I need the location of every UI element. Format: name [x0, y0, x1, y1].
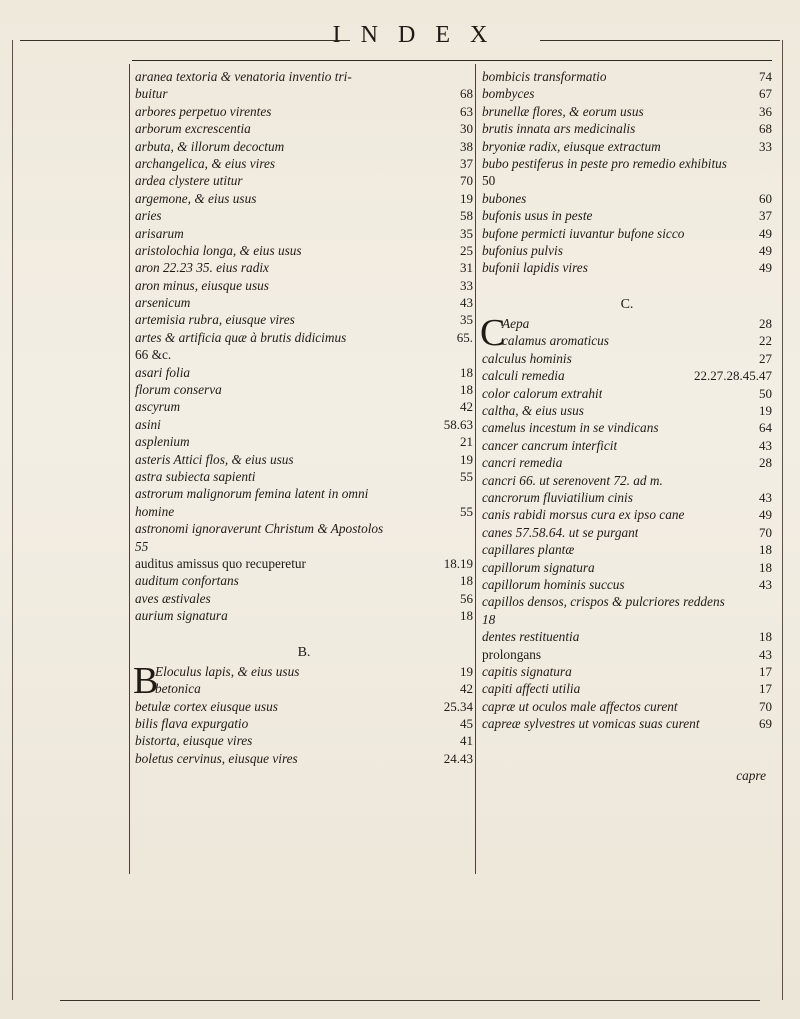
index-entry: caltha, & eius usus 19: [482, 403, 772, 419]
index-entry: brutis innata ars medicinalis 68: [482, 121, 772, 137]
index-entry: buitur 68: [135, 86, 473, 102]
index-entry: archangelica, & eius vires 37: [135, 155, 473, 171]
index-entry: bombyces 67: [482, 86, 772, 102]
index-entry: aves æstivales 56: [135, 590, 473, 606]
right-column: [482, 68, 772, 785]
index-entry: artemisia rubra, eiusque vires 35: [135, 312, 473, 328]
index-entry: [482, 750, 772, 767]
index-entry: bufone permicti iuvantur bufone sicco 49: [482, 225, 772, 241]
index-entry: canis rabidi morsus cura ex ipso cane 49: [482, 507, 772, 523]
drop-cap-c: C: [480, 312, 506, 355]
index-entry-continuation: 50: [482, 173, 496, 189]
index-entry: cancri remedia 28: [482, 455, 772, 471]
page-header: INDEX: [332, 22, 508, 48]
index-entry: aurium signatura 18: [135, 608, 473, 624]
index-entry: B Eloculus lapis, & eius usus 19: [133, 659, 473, 702]
index-entry: capillos densos, crispos & pulcriores reddens: [482, 594, 725, 610]
index-entry: asini 58.63: [135, 416, 473, 432]
index-entry: calculus hominis 27: [482, 350, 772, 366]
index-entry: asplenium 21: [135, 434, 473, 450]
index-entry: bubo pestiferus in peste pro remedio exhibitus: [482, 155, 727, 171]
index-entry: bombicis transformatio 74: [482, 69, 772, 84]
index-entry: auditum confortans 18: [135, 573, 473, 589]
index-entry: capillares plantæ 18: [482, 542, 772, 558]
left-column: [135, 68, 473, 767]
index-entry: color calorum extrahit 50: [482, 385, 772, 401]
index-entry: arbuta, & illorum decoctum 38: [135, 138, 473, 154]
index-entry: bufonius pulvis 49: [482, 242, 772, 258]
index-entry: ascyrum 42: [135, 399, 473, 415]
section-letter-b: B.: [297, 644, 311, 660]
bottom-rule: [60, 1000, 760, 1001]
index-entry: bryoniæ radix, eiusque extractum 33: [482, 138, 772, 154]
index-entry: calculi remedia 22.27.28.45.47: [482, 368, 772, 384]
index-entry: astra subiecta sapienti 55: [135, 468, 473, 484]
index-entry: bufonii lapidis vires 49: [482, 260, 772, 276]
index-entry: bilis flava expurgatio 45: [135, 716, 473, 732]
index-entry: florum conserva 18: [135, 382, 473, 398]
index-entry: capræ ut oculos male affectos curent 70: [482, 698, 772, 714]
index-entry: arsenicum 43: [135, 295, 473, 311]
index-entry: 55: [135, 538, 149, 554]
index-entry: capitis signatura 17: [482, 663, 772, 679]
index-entry-continuation: prolongans 43: [482, 646, 772, 662]
column-rule-middle: [475, 64, 476, 874]
index-entry: C Aepa 28: [480, 312, 772, 355]
header-rule: [132, 60, 772, 61]
index-entry: boletus cervinus, eiusque vires 24.43: [135, 750, 473, 766]
index-entry: asteris Attici flos, & eius usus 19: [135, 451, 473, 467]
index-entry: homine 55: [135, 503, 473, 519]
index-entry: capreæ sylvestres ut vomicas suas curent 69: [482, 716, 772, 732]
index-entry: [135, 625, 473, 642]
index-entry: 18: [482, 611, 496, 627]
index-entry: ardea clystere utitur 70: [135, 173, 473, 189]
index-entry: aristolochia longa, & eius usus 25: [135, 242, 473, 258]
index-entry: aron 22.23 35. eius radix 31: [135, 260, 473, 276]
index-entry: bubones 60: [482, 190, 772, 206]
index-entry: capillorum hominis succus 43: [482, 576, 772, 592]
index-entry: astronomi ignoraverunt Christum & Apostolos: [135, 521, 384, 537]
index-entry: cancri 66. ut serenovent 72. ad m.: [482, 472, 663, 488]
index-entry: betulæ cortex eiusque usus 25.34: [135, 698, 473, 714]
page-edge-right: [782, 40, 783, 1000]
catchword: capre: [736, 768, 766, 784]
index-entry: aron minus, eiusque usus 33: [135, 277, 473, 293]
drop-cap-b: B: [133, 659, 159, 702]
index-entry: cancrorum fluviatilium cinis 43: [482, 489, 772, 505]
section-letter-c: C.: [620, 297, 634, 313]
index-entry: arbores perpetuo virentes 63: [135, 103, 473, 119]
index-entry: aranea textoria & venatoria inventio tri-: [135, 69, 352, 84]
index-entry: cancer cancrum interficit 43: [482, 437, 772, 453]
index-entry: artes & artificia quæ à brutis didicimus 65.: [135, 329, 473, 345]
index-entry: capiti affecti utilia 17: [482, 681, 772, 697]
index-entry: bistorta, eiusque vires 41: [135, 733, 473, 749]
index-entry: asari folia 18: [135, 364, 473, 380]
index-entry-continuation: 66 &c.: [135, 347, 172, 363]
index-entry: aries 58: [135, 208, 473, 224]
index-entry: brunellæ flores, & eorum usus 36: [482, 103, 772, 119]
index-entry: [482, 277, 772, 294]
index-entry: arborum excrescentia 30: [135, 121, 473, 137]
index-entry: astrorum malignorum femina latent in omni: [135, 486, 369, 502]
column-rule-left: [129, 64, 130, 874]
index-entry: camelus incestum in se vindicans 64: [482, 420, 772, 436]
index-entry: arisarum 35: [135, 225, 473, 241]
index-entry: canes 57.58.64. ut se purgant 70: [482, 524, 772, 540]
index-entry: [482, 732, 772, 749]
index-entry: dentes restituentia 18: [482, 629, 772, 645]
page-edge-left: [12, 40, 13, 1000]
index-entry: bufonis usus in peste 37: [482, 208, 772, 224]
index-entry-continuation: auditus amissus quo recuperetur 18.19: [135, 555, 473, 571]
index-entry: calamus aromaticus 22: [502, 333, 772, 349]
index-entry: betonica 42: [155, 681, 473, 697]
index-entry: argemone, & eius usus 19: [135, 190, 473, 206]
index-entry: capillorum signatura 18: [482, 559, 772, 575]
